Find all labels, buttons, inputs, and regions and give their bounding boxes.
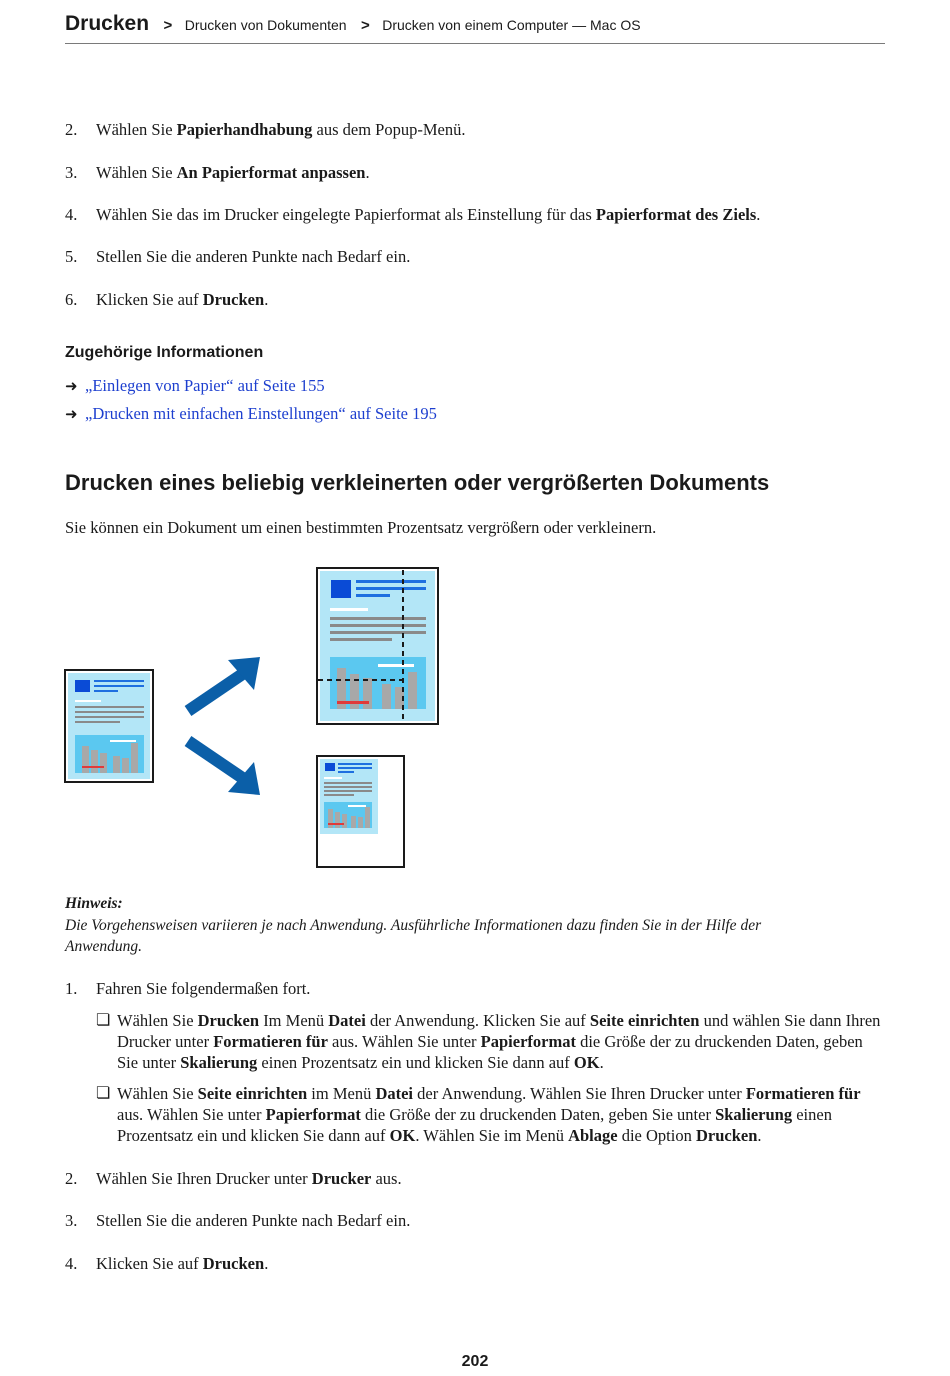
step-number: 3. <box>65 163 78 182</box>
step-number: 4. <box>65 1254 78 1273</box>
arrow-right-icon: ➜ <box>65 407 78 423</box>
step-text: Fahren Sie folgendermaßen fort. <box>96 979 311 998</box>
related-info-title: Zugehörige Informationen <box>65 344 264 361</box>
section-heading: Drucken eines beliebig verkleinerten oder vergrößerten Dokuments <box>65 470 770 495</box>
breadcrumb-separator: > <box>361 17 370 34</box>
breadcrumb-crumb-2[interactable]: Drucken von einem Computer — Mac OS <box>382 17 641 33</box>
step-text: Stellen Sie die anderen Punkte nach Bedarf ein. <box>96 1211 411 1230</box>
reduced-document-icon <box>317 756 404 867</box>
step-number: 6. <box>65 290 78 309</box>
section-intro: Sie können ein Dokument um einen bestimmten Prozentsatz vergrößern oder verkleinern. <box>65 518 657 537</box>
original-document-icon <box>65 670 153 782</box>
related-link-item <box>65 376 325 396</box>
breadcrumb <box>65 12 885 44</box>
note-text: Die Vorgehensweisen variieren je nach Anwendung. Ausführliche Informationen dazu finden Sie in der Hilfe der Anwendung. <box>65 917 762 955</box>
arrow-down-right-icon <box>188 741 260 795</box>
breadcrumb-separator: > <box>163 17 173 34</box>
step-number: 4. <box>65 205 78 224</box>
related-link[interactable]: „Einlegen von Papier“ auf Seite 155 <box>85 376 325 395</box>
step-text: Klicken Sie auf Drucken. <box>96 290 269 309</box>
breadcrumb-section[interactable]: Drucken <box>65 12 150 35</box>
step-text: Wählen Sie das im Drucker eingelegte Papierformat als Einstellung für das Papierformat des Ziels. <box>96 205 761 224</box>
step-text: Klicken Sie auf Drucken. <box>96 1254 269 1273</box>
step-number: 1. <box>65 979 78 998</box>
step-text: Wählen Sie Ihren Drucker unter Drucker aus. <box>96 1169 402 1188</box>
note-title: Hinweis: <box>65 895 123 912</box>
arrow-up-right-icon <box>188 657 260 711</box>
step-text: Wählen Sie An Papierformat anpassen. <box>96 163 370 182</box>
enlarged-document-icon <box>317 568 438 724</box>
breadcrumb-crumb-1[interactable]: Drucken von Dokumenten <box>184 17 347 33</box>
step-number: 2. <box>65 120 78 139</box>
step-number: 3. <box>65 1211 78 1230</box>
related-link[interactable]: „Drucken mit einfachen Einstellungen“ auf Seite 195 <box>85 404 437 423</box>
step-text: Wählen Sie Papierhandhabung aus dem Popup-Menü. <box>96 120 466 139</box>
related-link-item <box>65 404 437 424</box>
step-number: 5. <box>65 247 78 266</box>
checkbox-bullet-icon: ❏ <box>96 1085 111 1102</box>
scaling-illustration <box>60 560 460 875</box>
step-number: 2. <box>65 1169 78 1188</box>
bullet-text: Wählen Sie Seite einrichten im Menü Datei der Anwendung. Wählen Sie Ihren Drucker unter Formatieren für aus. Wählen Sie unter Papierformat die Größe der zu druckenden Daten, geben Sie unter Skalierung einen Prozentsatz ein und klicken Sie dann auf OK. Wählen Sie im Menü Ablage die Option Drucken. <box>117 1084 861 1145</box>
arrow-right-icon: ➜ <box>65 379 78 395</box>
bullet-text: Wählen Sie Drucken Im Menü Datei der Anwendung. Klicken Sie auf Seite einrichten und wählen Sie dann Ihren Drucker unter Formatieren für aus. Wählen Sie unter Papierformat die Größe der zu druckenden Daten, geben Sie unter Skalierung einen Prozentsatz ein und klicken Sie dann auf OK. <box>117 1011 881 1072</box>
checkbox-bullet-icon: ❏ <box>96 1012 111 1029</box>
step-text: Stellen Sie die anderen Punkte nach Bedarf ein. <box>96 247 411 266</box>
page-number: 202 <box>461 1353 489 1370</box>
